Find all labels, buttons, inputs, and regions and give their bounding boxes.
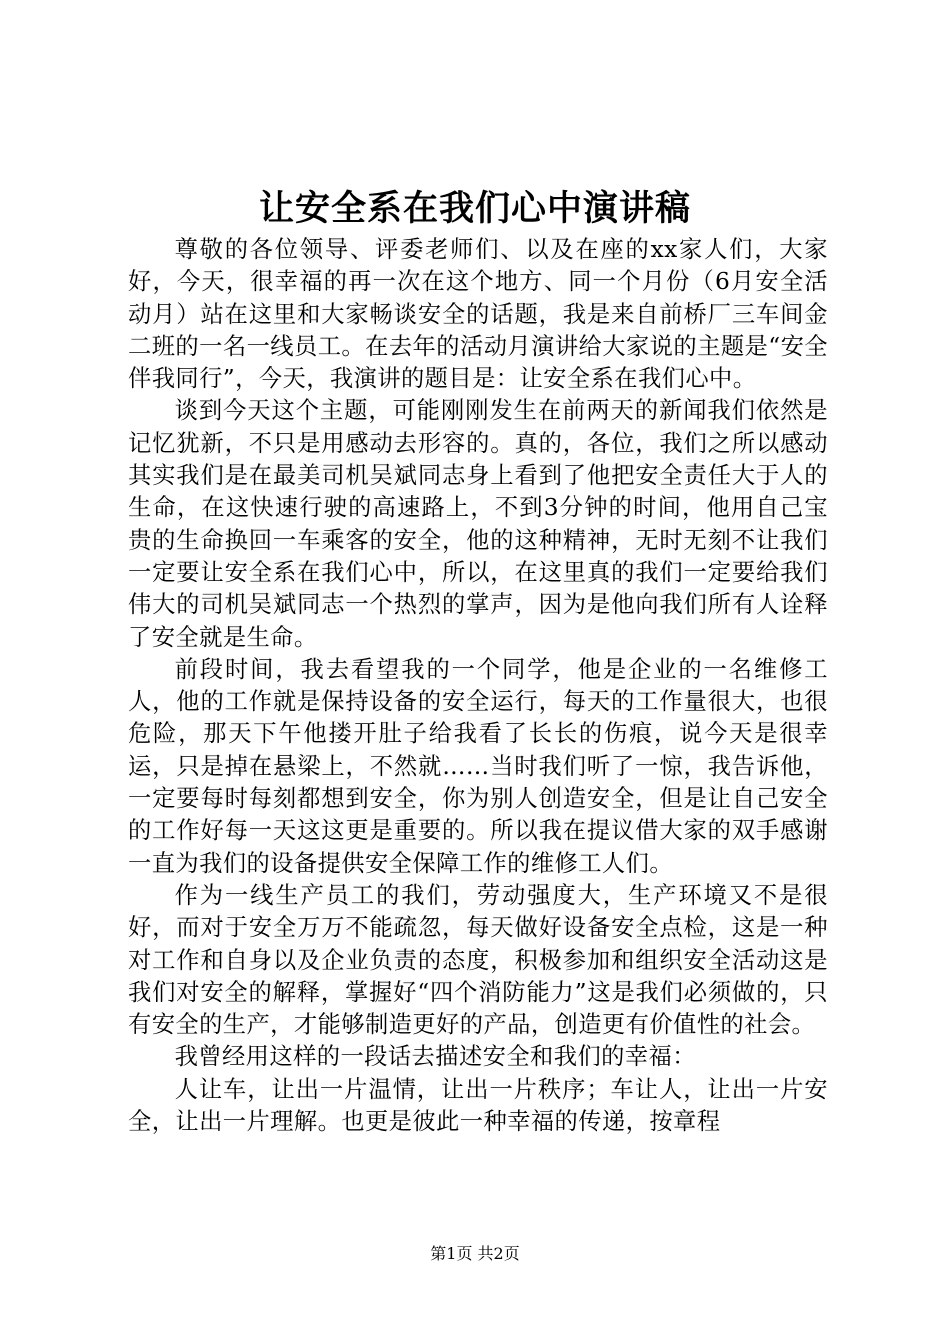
page-footer: 第1页 共2页 xyxy=(430,1244,520,1263)
paragraph-5: 我曾经用这样的一段话去描述安全和我们的幸福： xyxy=(174,1043,696,1071)
paragraph-1: 尊敬的各位领导、评委老师们、以及在座的xx家人们，大家好，今天，很幸福的再一次在这个地方、同一个月份（6月安全活动月）站在这里和大家畅谈安全的话题，我是来自前桥厂三车间金二班的一名一线员工。在去年的活动月演讲给大家说的主题是“安全伴我同行”，今天，我演讲的题目是：让安全系在我们心中。 xyxy=(128,236,828,393)
paragraph-2: 谈到今天这个主题，可能刚刚发生在前两天的新闻我们依然是记忆犹新，不只是用感动去形容的。真的，各位，我们之所以感动其实我们是在最美司机吴斌同志身上看到了他把安全责任大于人的生命，在这快速行驶的高速路上，不到3分钟的时间，他用自己宝贵的生命换回一车乘客的安全，他的这种精神，无时无刻不让我们一定要让安全系在我们心中，所以，在这里真的我们一定要给我们伟大的司机吴斌同志一个热烈的掌声，因为是他向我们所有人诠释了安全就是生命。 xyxy=(128,397,828,651)
paragraph-4: 作为一线生产员工的我们，劳动强度大，生产环境又不是很好，而对于安全万万不能疏忽，每天做好设备安全点检，这是一种对工作和自身以及企业负责的态度，积极参加和组织安全活动这是我们对安全的解释，掌握好“四个消防能力”这是我们必须做的，只有安全的生产，才能够制造更好的产品，创造更有价值性的社会。 xyxy=(128,881,828,1039)
paragraph-6: 人让车，让出一片温情，让出一片秩序；车让人，让出一片安全，让出一片理解。也更是彼此一种幸福的传递，按章程 xyxy=(128,1075,828,1136)
document-body xyxy=(128,234,828,1138)
document-title: 让安全系在我们心中演讲稿 xyxy=(258,188,691,229)
paragraph-3: 前段时间，我去看望我的一个同学，他是企业的一名维修工人，他的工作就是保持设备的安全运行，每天的工作量很大，也很危险，那天下午他搂开肚子给我看了长长的伤痕，说今天是很幸运，只是掉在悬梁上，不然就……当时我们听了一惊，我告诉他，一定要每时每刻都想到安全，你为别人创造安全，但是让自己安全的工作好每一天这这更是重要的。所以我在提议借大家的双手感谢一直为我们的设备提供安全保障工作的维修工人们。 xyxy=(128,655,828,877)
